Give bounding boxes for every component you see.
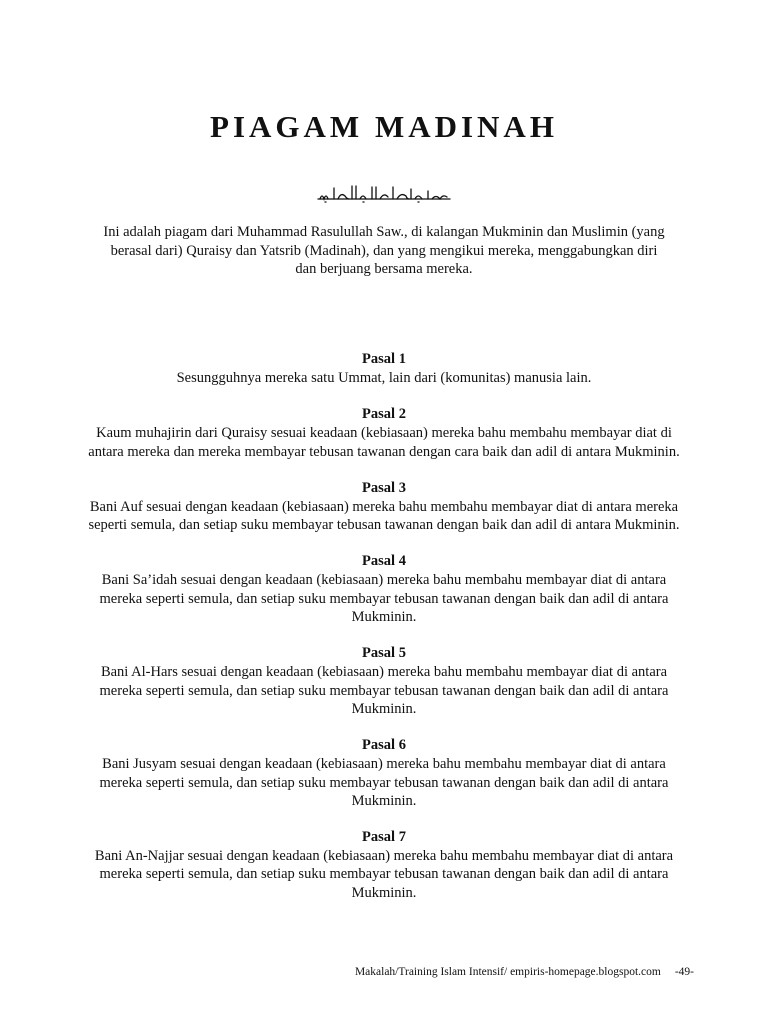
article-4: [88, 552, 680, 626]
article-6: [88, 736, 680, 810]
article-heading: Pasal 2: [362, 406, 406, 423]
basmala-calligraphy: [316, 182, 452, 204]
article-heading: Pasal 6: [362, 737, 406, 754]
article-2: [88, 405, 680, 461]
article-heading: Pasal 1: [362, 351, 406, 367]
intro-paragraph: Ini adalah piagam dari Muhammad Rasulullah Saw., di kalangan Mukminin dan Muslimin (yang berasal dari) Quraisy dan Yatsrib (Madinah), dan yang mengikui mereka, menggabungkan diri dan berjuang bersama mereka.: [103, 224, 665, 277]
page-number: -49-: [674, 966, 694, 978]
article-1: [88, 350, 680, 387]
article-heading: Pasal 3: [362, 479, 406, 496]
article-5: [88, 644, 680, 718]
article-text: Bani Jusyam sesuai dengan keadaan (kebiasaan) mereka bahu membahu membayar diat di antara mereka seperti semula, dan setiap suku membayar tebusan tawanan dengan baik dan adil di antara Mukminin.: [99, 756, 669, 809]
article-heading: Pasal 7: [362, 829, 406, 846]
page-title: PIAGAM MADINAH: [210, 108, 558, 144]
article-text: Bani Al-Hars sesuai dengan keadaan (kebiasaan) mereka bahu membahu membayar diat di antara mereka seperti semula, dan setiap suku membayar tebusan tawanan dengan baik dan adil di antara Mukminin.: [99, 664, 669, 717]
article-7: [88, 828, 680, 902]
article-heading: Pasal 4: [362, 553, 406, 570]
article-text: Bani An-Najjar sesuai dengan keadaan (kebiasaan) mereka bahu membahu membayar diat di antara mereka seperti semula, dan setiap suku membayar tebusan tawanan dengan baik dan adil di antara Mukminin.: [94, 848, 674, 901]
article-text: Sesungguhnya mereka satu Ummat, lain dari (komunitas) manusia lain.: [176, 370, 592, 386]
article-text: Bani Sa’idah sesuai dengan keadaan (kebiasaan) mereka bahu membahu membayar diat di antara mereka seperti semula, dan setiap suku membayar tebusan tawanan dengan baik dan adil di antara Mukminin.: [99, 572, 669, 626]
article-text: Kaum muhajirin dari Quraisy sesuai keadaan (kebiasaan) mereka bahu membahu membayar diat di antara mereka dan mereka membayar tebusan tawanan dengan cara baik dan adil di antara Mukminin.: [88, 425, 680, 460]
article-3: [88, 479, 680, 535]
article-text: Bani Auf sesuai dengan keadaan (kebiasaan) mereka bahu membahu membayar diat di antara mereka seperti semula, dan setiap suku membayar tebusan tawanan dengan baik dan adil di antara Mukminin.: [88, 498, 680, 534]
page-footer: [355, 965, 694, 979]
articles-list: [88, 350, 680, 920]
article-heading: Pasal 5: [362, 645, 406, 662]
footer-source: Makalah/Training Islam Intensif/ empiris-homepage.blogspot.com: [354, 966, 661, 978]
